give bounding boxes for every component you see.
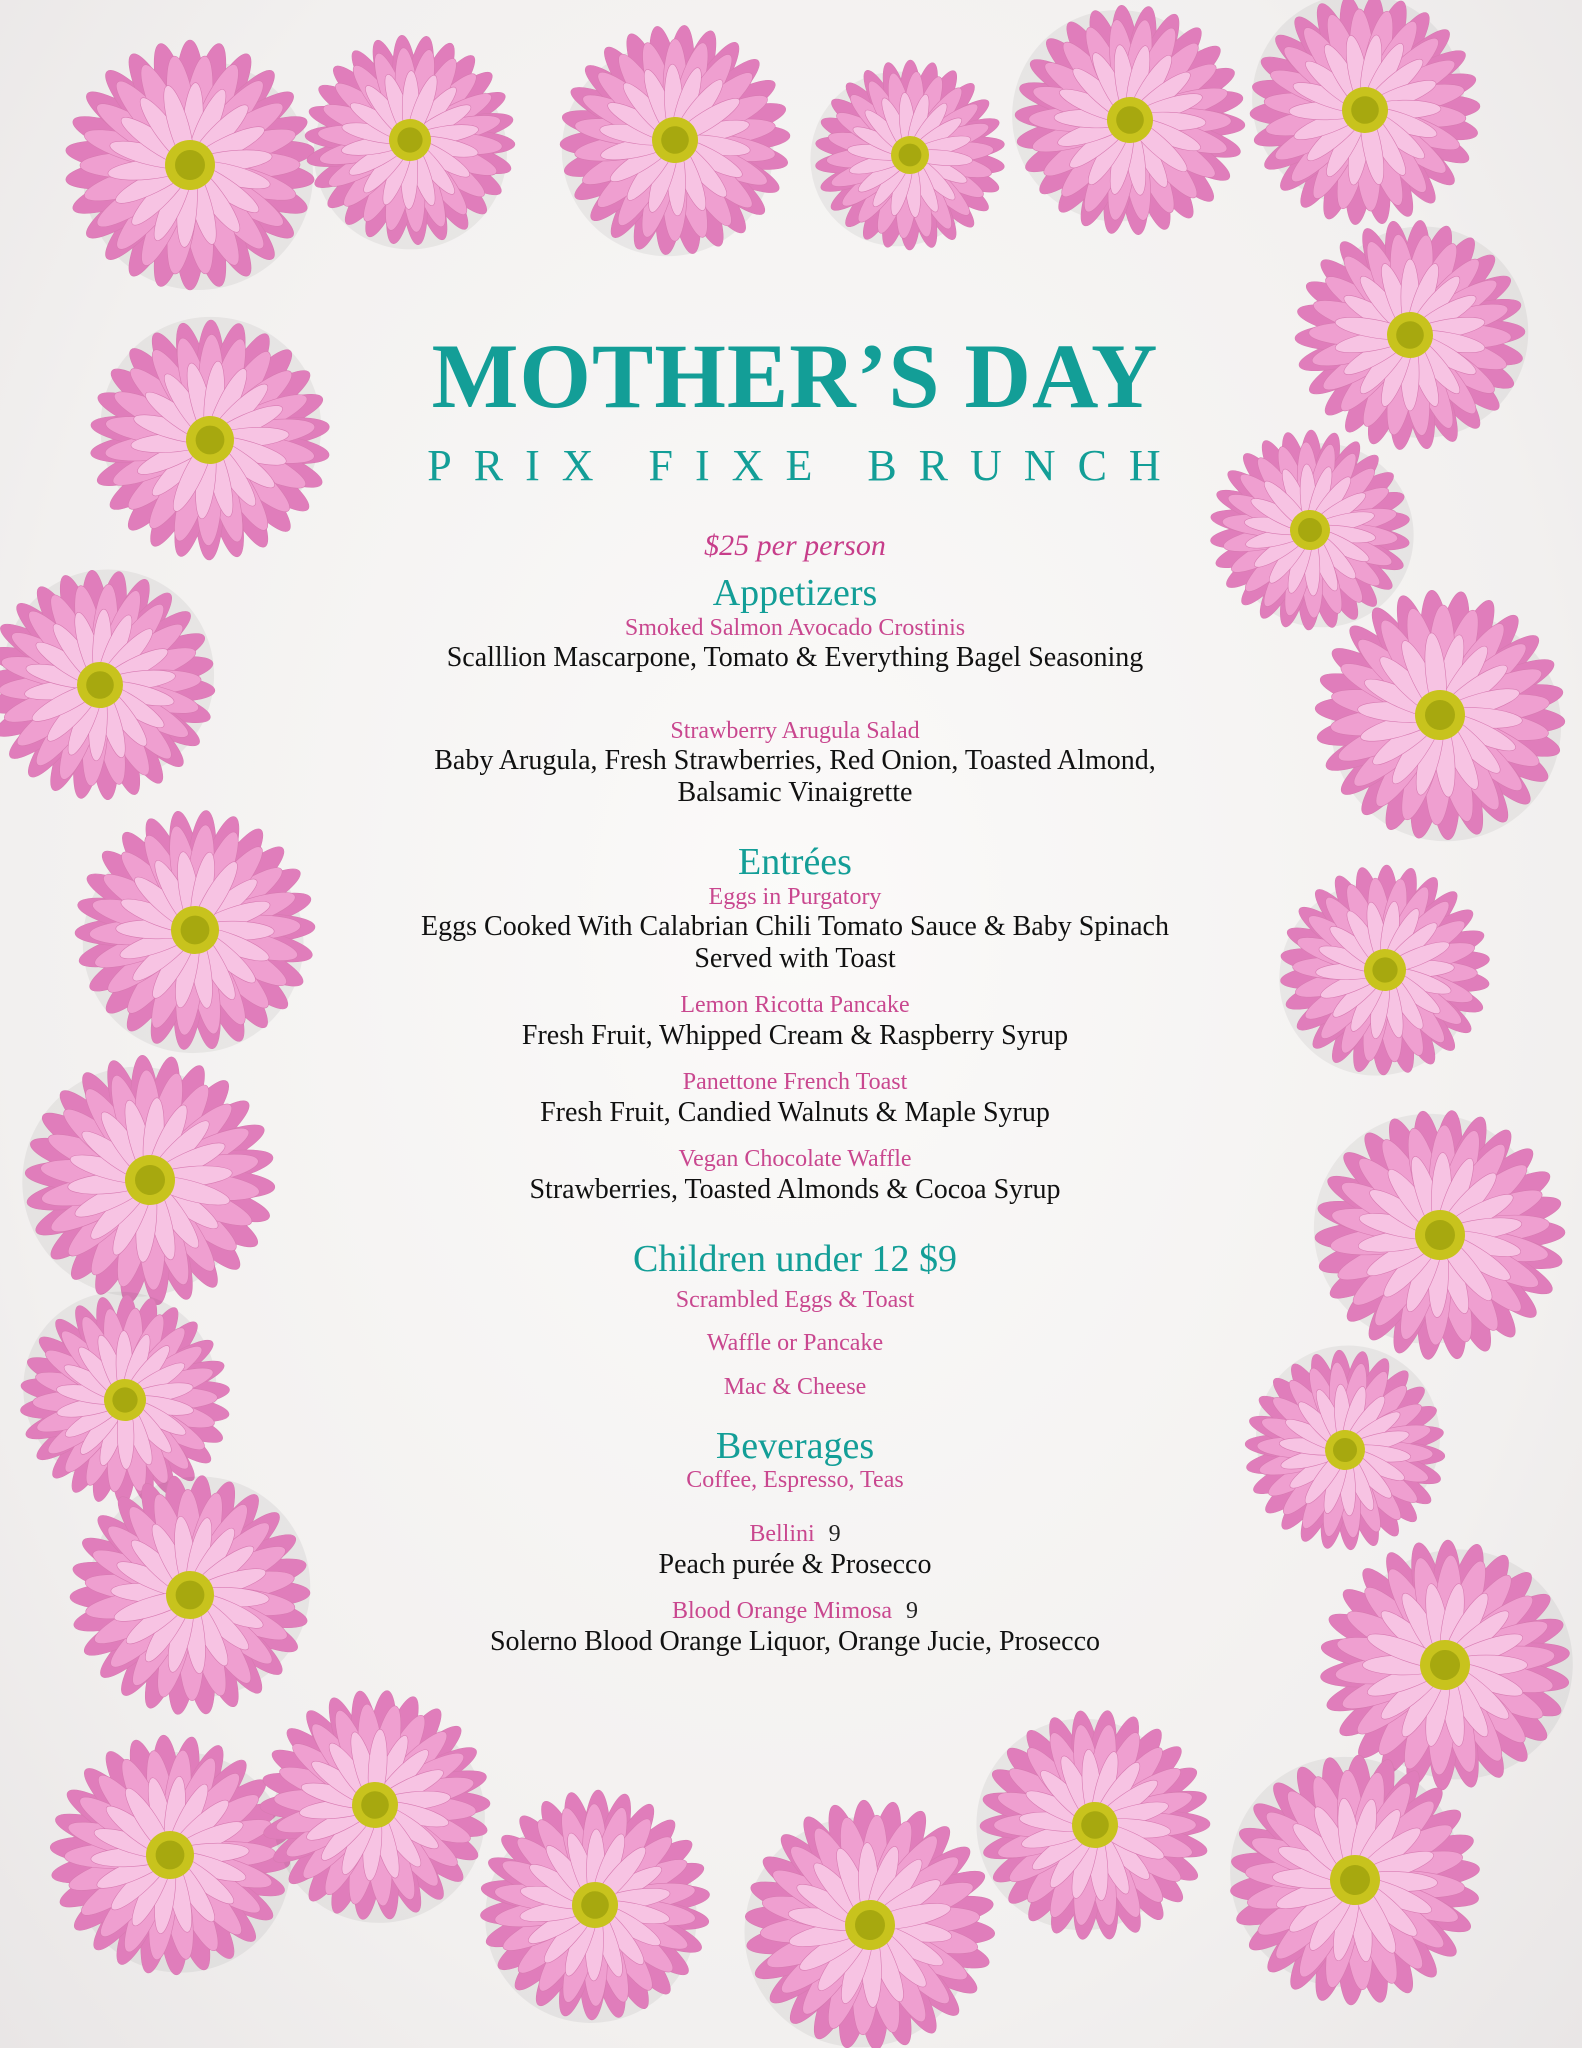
menu-item-name-row — [380, 1598, 1210, 1626]
page-title: MOTHER’S DAY — [431, 325, 1159, 427]
menu-item-name: Scrambled Eggs & Toast — [675, 1286, 915, 1313]
menu-item-desc: Scalllion Mascarpone, Tomato & Everything Bagel Seasoning — [446, 642, 1144, 674]
pink-daisy-icon — [0, 549, 236, 820]
menu-item-name: Strawberry Arugula Salad — [670, 717, 920, 744]
menu-item-desc: Baby Arugula, Fresh Strawberries, Red Onion, Toasted Almond, — [434, 745, 1156, 777]
pink-daisy-icon — [0, 1008, 322, 1353]
menu-item-name-row — [380, 1521, 1210, 1549]
menu-item-desc: Eggs Cooked With Calabrian Chili Tomato Sauce & Baby Spinach — [421, 911, 1169, 943]
pink-daisy-icon — [64, 40, 316, 290]
menu-item-desc: Strawberries, Toasted Almonds & Cocoa Syrup — [529, 1173, 1061, 1205]
page-subtitle: PRIX FIXE BRUNCH — [427, 441, 1183, 490]
menu-item-name: Waffle or Pancake — [706, 1330, 884, 1357]
menu-item-price: 9 — [905, 1597, 918, 1624]
pink-daisy-icon — [785, 31, 1033, 279]
price-per-person: $25 per person — [704, 529, 886, 562]
menu-item-desc: Served with Toast — [694, 942, 896, 974]
menu-item-name: Panettone French Toast — [682, 1069, 908, 1096]
pink-daisy-icon — [1256, 180, 1565, 489]
menu-item-desc: Fresh Fruit, Whipped Cream & Raspberry Syrup — [521, 1019, 1069, 1051]
menu-item-price: 9 — [828, 1521, 841, 1547]
menu-item-desc: Solerno Blood Orange Liquor, Orange Jucie, Prosecco — [489, 1625, 1101, 1657]
menu-item-name: Bellini — [749, 1521, 815, 1547]
pink-daisy-icon — [1268, 854, 1501, 1086]
menu-content — [380, 325, 1210, 1657]
section-heading-children: Children under 12 $9 — [632, 1238, 957, 1281]
section-heading-beverages: Beverages — [715, 1424, 875, 1467]
pink-daisy-icon — [40, 270, 380, 610]
menu-item-desc: Fresh Fruit, Candied Walnuts & Maple Syrup — [540, 1096, 1050, 1128]
menu-item-name: Eggs in Purgatory — [708, 883, 882, 910]
menu-item-desc: Peach purée & Prosecco — [658, 1548, 932, 1580]
menu-item-name: Blood Orange Mimosa — [672, 1597, 892, 1624]
pink-daisy-icon — [1240, 0, 1491, 235]
pink-daisy-icon — [970, 0, 1289, 279]
section-heading-entrees: Entrées — [738, 841, 852, 884]
pink-daisy-icon — [68, 1472, 313, 1718]
menu-item-name: Mac & Cheese — [723, 1374, 867, 1401]
pink-daisy-icon — [532, 0, 818, 283]
menu-item-name: Lemon Ricotta Pancake — [680, 992, 910, 1019]
section-heading-appetizers: Appetizers — [712, 572, 878, 614]
menu-item-desc: Balsamic Vinaigrette — [677, 776, 913, 808]
pink-daisy-icon — [1276, 1072, 1582, 1398]
menu-item-name: Vegan Chocolate Waffle — [678, 1146, 912, 1173]
pink-daisy-icon — [435, 1745, 755, 2048]
pink-daisy-icon — [737, 1791, 1004, 2048]
menu-item-name: Coffee, Espresso, Teas — [686, 1467, 904, 1494]
menu-item-name: Smoked Salmon Avocado Crostinis — [624, 614, 966, 641]
pink-daisy-icon — [25, 760, 366, 1101]
